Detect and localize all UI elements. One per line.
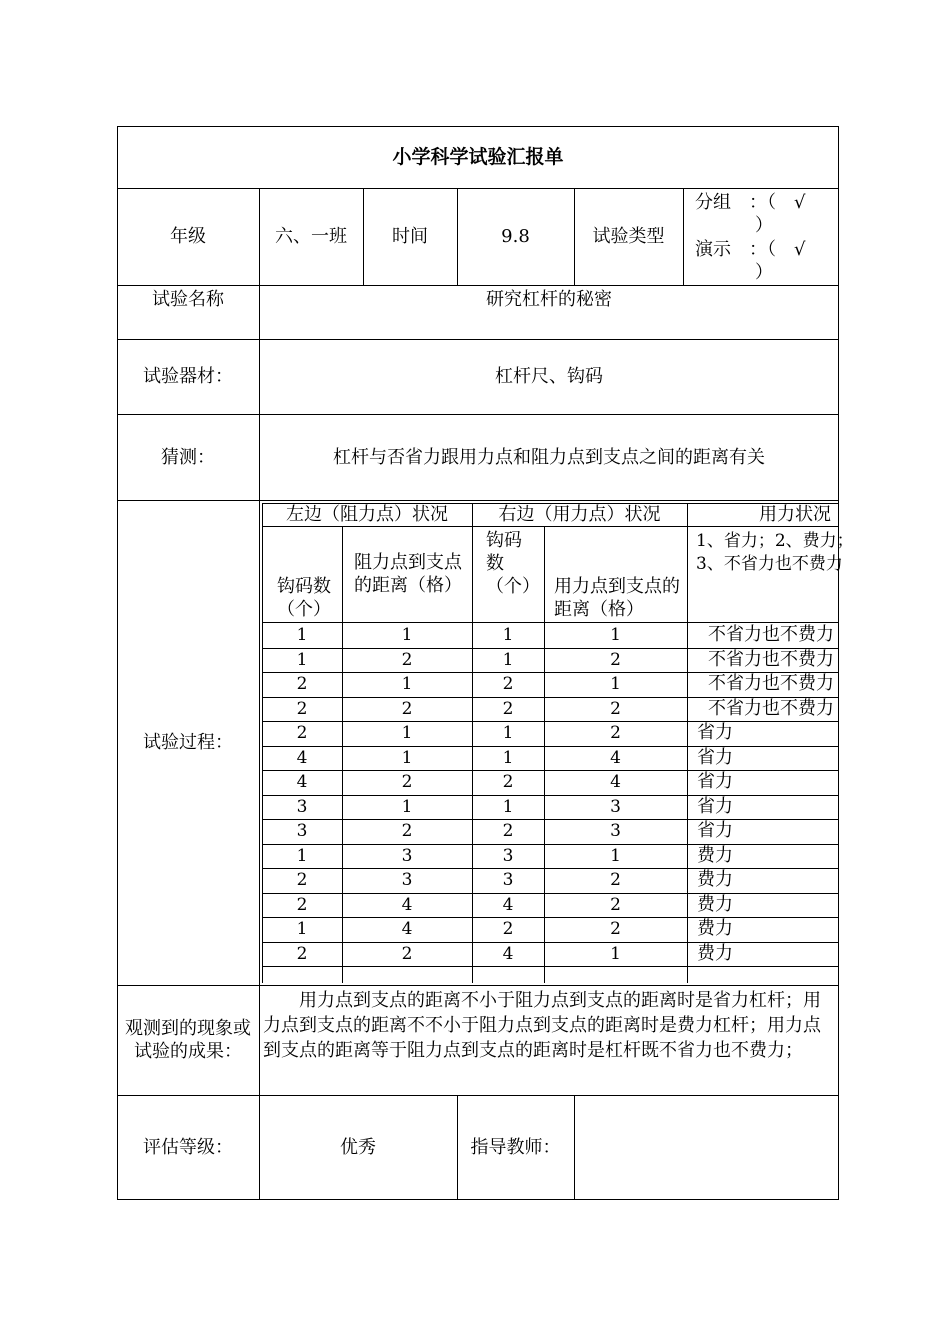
effort-distance-cell — [544, 966, 687, 990]
resist-distance-cell: 3 — [401, 845, 413, 866]
effort-distance-cell: 2 — [610, 919, 621, 939]
force-status-cell — [697, 966, 837, 990]
guess-value: 杠杆与否省力跟用力点和阻力点到支点之间的距离有关 — [333, 446, 765, 468]
right-hooks-cell: 2 — [502, 919, 514, 939]
right-hooks-cell: 1 — [502, 796, 514, 817]
time-label: 时间 — [392, 226, 428, 247]
right-group-header: 右边（用力点）状况 — [498, 504, 661, 525]
left-group-header: 左边（阻力点）状况 — [286, 504, 448, 525]
resist-distance-cell: 2 — [401, 943, 413, 964]
right-hooks-cell — [472, 966, 544, 990]
effort-distance-cell: 3 — [610, 796, 621, 817]
effort-distance-cell: 1 — [610, 625, 621, 645]
grade-value: 六、一班 — [275, 226, 347, 247]
left-hooks-cell — [262, 966, 342, 990]
effort-distance-cell: 3 — [610, 821, 621, 841]
effort-distance-cell: 2 — [610, 698, 621, 719]
right-hooks-cell: 4 — [502, 894, 514, 915]
materials-value: 杠杆尺、钩码 — [495, 366, 603, 387]
resist-distance-cell: 2 — [401, 772, 413, 792]
left-hooks-cell: 3 — [296, 821, 308, 841]
force-status-cell: 费力 — [697, 918, 733, 939]
resist-distance-cell: 1 — [401, 625, 413, 645]
effort-distance-cell: 2 — [610, 894, 621, 915]
left-hooks-cell: 2 — [296, 674, 308, 694]
type-demo-option: 演示 ：（ √ — [695, 239, 806, 260]
force-status-cell: 不省力也不费力 — [708, 624, 834, 645]
left-hooks-cell: 4 — [296, 772, 308, 792]
right-hooks-cell: 3 — [502, 870, 514, 890]
left-hooks-cell: 2 — [296, 943, 308, 964]
left-hooks-header: 钩码数（个） — [277, 576, 331, 620]
left-hooks-cell: 1 — [296, 845, 308, 866]
resist-distance-header: 阻力点到支点的距离（格） — [354, 552, 462, 596]
resist-distance-cell: 1 — [401, 796, 413, 817]
teacher-label: 指导教师： — [470, 1137, 561, 1158]
grade-label: 年级 — [170, 226, 206, 247]
left-hooks-cell: 1 — [296, 649, 308, 670]
effort-distance-cell: 2 — [610, 649, 621, 670]
exp-name-value: 研究杠杆的秘密 — [486, 289, 612, 310]
resist-distance-cell: 4 — [401, 894, 413, 915]
force-status-cell: 费力 — [697, 869, 733, 890]
resist-distance-cell: 4 — [401, 919, 413, 939]
right-hooks-cell: 1 — [502, 747, 514, 768]
materials-label: 试验器材： — [143, 366, 233, 387]
force-status-cell: 省力 — [697, 820, 733, 841]
observation-label: 观测到的现象或试验的成果： — [125, 1018, 251, 1062]
effort-distance-header: 用力点到支点的距离（格） — [554, 576, 680, 620]
force-status-cell: 省力 — [697, 722, 733, 743]
resist-distance-cell: 1 — [401, 723, 413, 743]
time-value: 9.8 — [501, 226, 530, 247]
effort-distance-cell: 1 — [610, 943, 621, 964]
exp-name-label: 试验名称 — [152, 289, 224, 310]
force-status-header: 用力状况 — [759, 504, 831, 525]
force-status-cell: 省力 — [697, 746, 733, 768]
right-hooks-cell: 2 — [502, 698, 514, 719]
divider — [683, 188, 684, 285]
resist-distance-cell: 3 — [401, 870, 413, 890]
observation-value: 用力点到支点的距离不小于阻力点到支点的距离时是省力杠杆；用力点到支点的距离不不小于阻力点到支点的距离时是费力杠杆；用力点到支点的距离等于阻力点到支点的距离时是杠杆既不省力也不费力； — [263, 990, 821, 1061]
right-hooks-cell: 2 — [502, 772, 514, 792]
page-title: 小学科学试验汇报单 — [392, 145, 564, 168]
effort-distance-cell: 2 — [610, 723, 621, 743]
resist-distance-cell: 2 — [401, 649, 413, 670]
effort-distance-cell: 4 — [610, 747, 621, 768]
right-hooks-cell: 3 — [502, 845, 514, 866]
left-hooks-cell: 2 — [296, 723, 308, 743]
force-status-cell: 费力 — [697, 844, 733, 866]
force-status-cell: 不省力也不费力 — [708, 673, 834, 694]
right-hooks-cell: 4 — [502, 943, 514, 964]
right-hooks-header: 钩码数（个） — [486, 530, 540, 597]
right-hooks-cell: 1 — [502, 723, 514, 743]
left-hooks-cell: 3 — [296, 796, 308, 817]
table-line — [687, 503, 688, 983]
exp-type-label: 试验类型 — [592, 226, 665, 247]
effort-distance-cell: 2 — [610, 870, 621, 890]
type-demo-close: ） — [755, 262, 773, 283]
type-group-option: 分组 ：（ √ — [695, 192, 806, 213]
process-label: 试验过程： — [143, 732, 233, 753]
teacher-value — [574, 1095, 839, 1200]
divider — [117, 285, 839, 286]
left-hooks-cell: 4 — [296, 747, 308, 768]
resist-distance-cell: 2 — [401, 821, 413, 841]
resist-distance-cell: 1 — [401, 747, 413, 768]
left-hooks-cell: 1 — [296, 919, 308, 939]
type-group-close: ） — [755, 215, 773, 236]
right-hooks-cell: 1 — [502, 649, 514, 670]
left-hooks-cell: 2 — [296, 870, 308, 890]
force-status-cell: 省力 — [697, 771, 733, 792]
left-hooks-cell: 2 — [296, 894, 308, 915]
resist-distance-cell: 1 — [401, 674, 413, 694]
rating-label: 评估等级： — [143, 1137, 233, 1158]
left-hooks-cell: 2 — [296, 698, 308, 719]
force-status-cell: 不省力也不费力 — [708, 648, 834, 670]
resist-distance-cell: 2 — [401, 698, 413, 719]
effort-distance-cell: 4 — [610, 772, 621, 792]
right-hooks-cell: 1 — [502, 625, 514, 645]
force-status-cell: 不省力也不费力 — [708, 697, 834, 719]
effort-distance-cell: 1 — [610, 845, 621, 866]
guess-label: 猜测： — [161, 446, 215, 468]
force-status-cell: 省力 — [697, 795, 733, 817]
force-status-cell: 费力 — [697, 893, 733, 915]
force-status-cell: 费力 — [697, 942, 733, 964]
force-legend: 1、省力；2、费力；3、不省力也不费力 — [696, 531, 854, 574]
right-hooks-cell: 2 — [502, 821, 514, 841]
left-hooks-cell: 1 — [296, 625, 308, 645]
rating-value: 优秀 — [340, 1137, 376, 1158]
right-hooks-cell: 2 — [502, 674, 514, 694]
table-line — [262, 526, 839, 527]
resist-distance-cell — [342, 966, 472, 990]
effort-distance-cell: 1 — [610, 674, 621, 694]
